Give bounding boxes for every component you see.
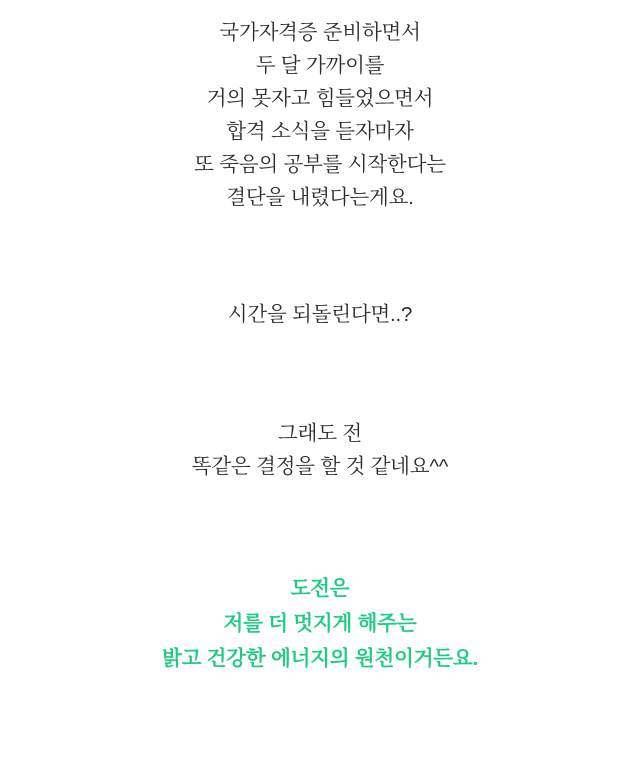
text-line: 합격 소식을 듣자마자: [226, 120, 414, 143]
paragraph-1: [20, 16, 620, 214]
text-line: 두 달 가까이를: [255, 54, 385, 77]
text-line: 거의 못자고 힘들었으면서: [206, 87, 434, 110]
paragraph-3: [20, 417, 620, 483]
paragraph-4-highlight: [20, 571, 620, 676]
text-line: 밝고 건강한 에너지의 원천이거든요.: [161, 647, 479, 670]
text-line: 국가자격증 준비하면서: [219, 21, 421, 44]
paragraph-2: [20, 298, 620, 331]
text-line: 또 죽음의 공부를 시작한다는: [194, 153, 446, 176]
text-line: 저를 더 멋지게 해주는: [223, 612, 417, 635]
text-line: 도전은: [290, 577, 350, 600]
text-line: 결단을 내렸다는게요.: [226, 186, 414, 209]
text-line: 시간을 되돌린다면..?: [227, 303, 413, 326]
text-line: 그래도 전: [278, 422, 362, 445]
text-line: 똑같은 결정을 할 것 같네요^^: [191, 455, 449, 478]
